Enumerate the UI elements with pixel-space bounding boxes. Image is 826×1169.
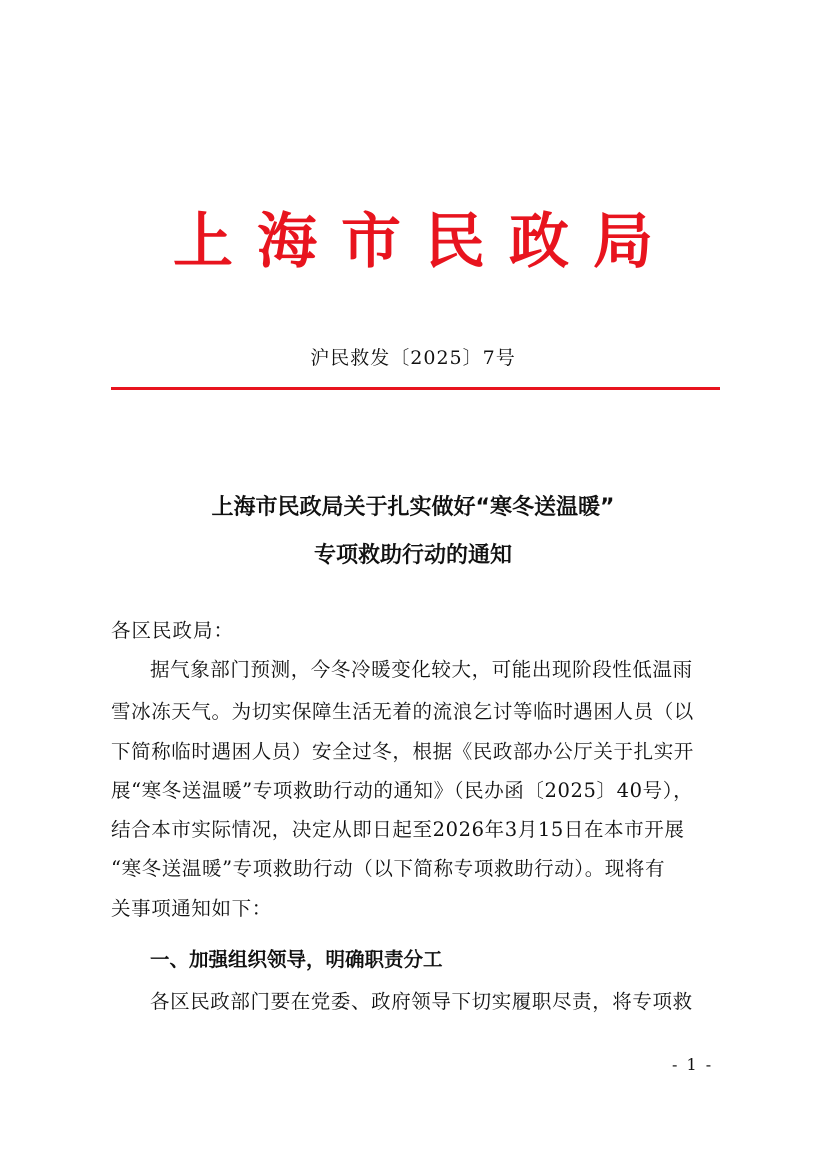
body-paragraph-line: 展“寒冬送温暖”专项救助行动的通知》（民办函〔2025〕40号）， [111,779,694,802]
page-number: - 1 - [672,1055,714,1074]
salutation: 各区民政局： [111,619,235,642]
red-separator-line [111,387,720,390]
document-number: 沪民救发〔2025〕7号 [310,347,516,369]
body-paragraph-line: “寒冬送温暖”专项救助行动（以下简称专项救助行动）。现将有 [111,857,666,880]
agency-header-title: 上海市民政局 [173,207,677,277]
body-paragraph-line: 各区民政部门要在党委、政府领导下切实履职尽责，将专项救 [150,990,693,1013]
body-paragraph-line: 结合本市实际情况，决定从即日起至2026年3月15日在本市开展 [111,818,685,841]
notice-title-line-1: 上海市民政局关于扎实做好“寒冬送温暖” [211,495,615,520]
body-paragraph-line: 下简称临时遇困人员）安全过冬，根据《民政部办公厅关于扎实开 [111,740,694,763]
body-paragraph-line: 据气象部门预测，今冬冷暖变化较大，可能出现阶段性低温雨 [150,658,693,681]
notice-title-line-2: 专项救助行动的通知 [313,543,512,568]
section-heading: 一、加强组织领导，明确职责分工 [150,948,443,971]
body-paragraph-line: 关事项通知如下： [111,897,272,920]
body-paragraph-line: 雪冰冻天气。为切实保障生活无着的流浪乞讨等临时遇困人员（以 [111,700,694,723]
